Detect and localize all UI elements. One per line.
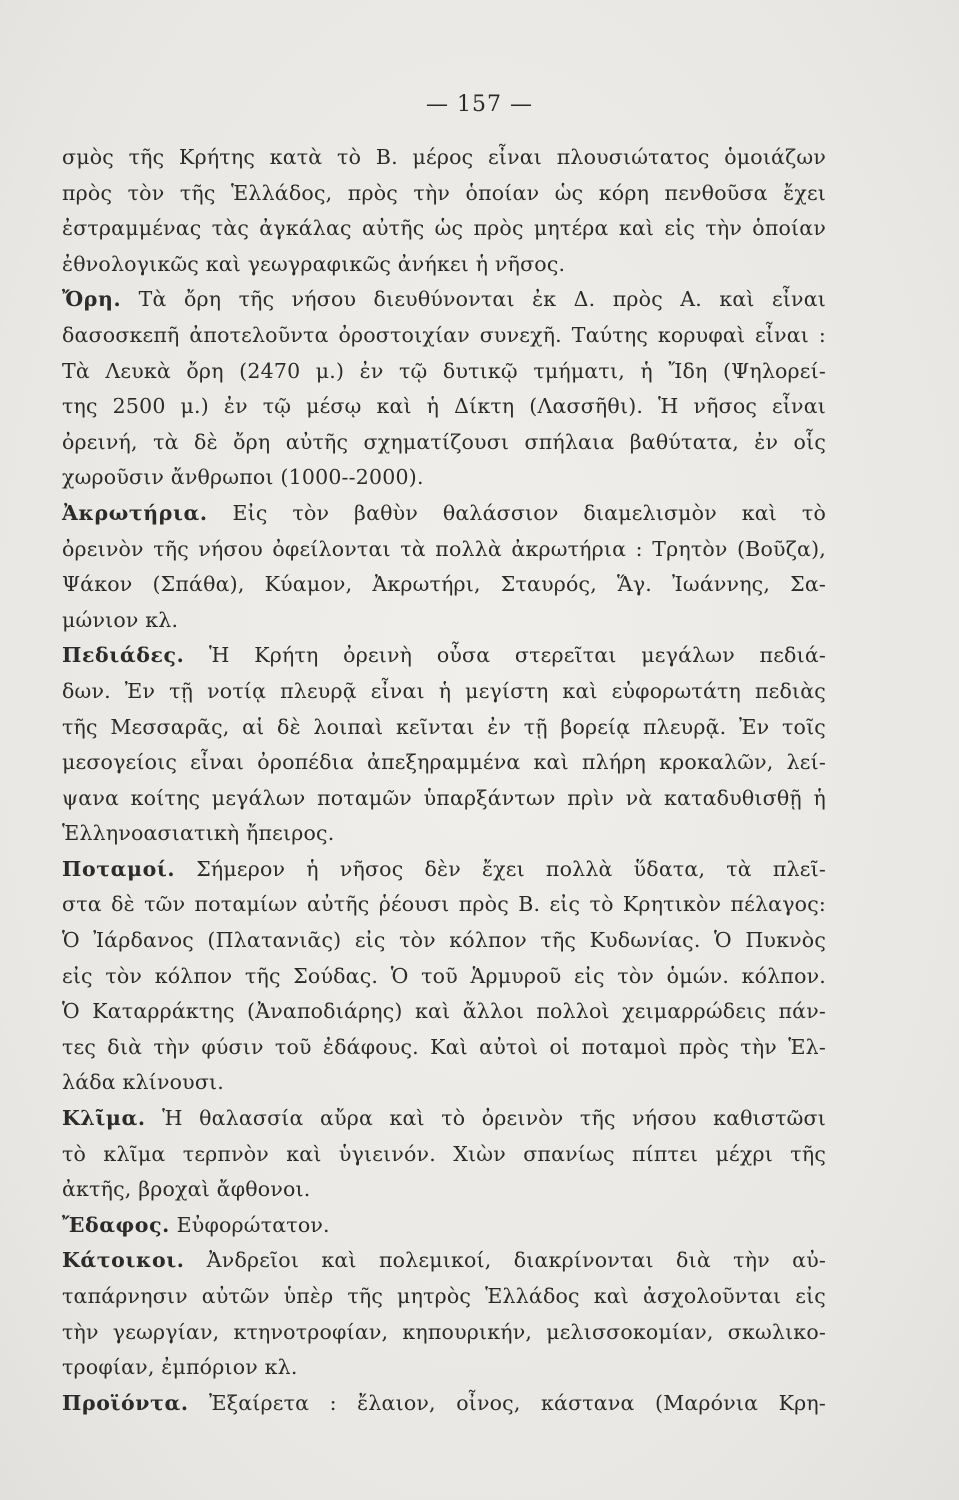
text-line (62, 745, 826, 781)
section-heading: Ἔδαφος. (62, 1212, 170, 1237)
line-text: ἐθνολογικῶς καὶ γεωγραφικῶς ἀνήκει ἡ νῆσος. (62, 251, 566, 276)
text-line (62, 318, 826, 354)
text-line (62, 1065, 826, 1101)
line-text: Ὁ Καταρράκτης (Ἀναποδιάρης) καὶ ἄλλοι πολλοὶ χειμαρρώδεις πάν- (62, 999, 826, 1024)
line-text: εἰς τὸν κόλπον τῆς Σούδας. Ὁ τοῦ Ἁρμυροῦ εἰς τὸν ὁμών. κόλπον. (62, 963, 826, 988)
line-text: Ψάκον (Σπάθα), Κύαμον, Ἀκρωτήρι, Σταυρός, Ἅγ. Ἰωάννης, Σα- (62, 572, 826, 597)
text-line (62, 852, 826, 888)
text-line (62, 140, 826, 176)
text-line (62, 1172, 826, 1208)
text-line (62, 567, 826, 603)
line-text: ἐστραμμένας τὰς ἀγκάλας αὐτῆς ὡς πρὸς μητέρα καὶ εἰς τὴν ὁποίαν (62, 216, 826, 241)
page-number: — 157 — (426, 92, 533, 117)
line-text: τὸ κλῖμα τερπνὸν καὶ ὑγιεινόν. Χιὼν σπανίως πίπτει μέχρι τῆς (62, 1141, 826, 1166)
text-line (62, 354, 826, 390)
text-line (62, 1137, 826, 1173)
line-text: Ἑλληνοασιατικὴ ἤπειρος. (62, 821, 335, 846)
text-line (62, 425, 826, 461)
section-heading: Ποταμοί. (62, 856, 176, 881)
line-text: χωροῦσιν ἄνθρωποι (1000--2000). (62, 465, 424, 490)
text-line (62, 603, 826, 639)
section-heading: Κλῖμα. (62, 1106, 146, 1131)
line-text: ψανα κοίτης μεγάλων ποταμῶν ὑπαρξάντων πρὶν νὰ καταδυθισθῇ ἡ (62, 785, 826, 810)
line-text: πρὸς τὸν τῆς Ἑλλάδος, πρὸς τὴν ὁποίαν ὡς κόρη πενθοῦσα ἔχει (62, 180, 826, 205)
text-line (62, 887, 826, 923)
line-text: Ἡ θαλασσία αὔρα καὶ τὸ ὀρεινὸν τῆς νήσου καθιστῶσι (145, 1106, 826, 1131)
line-text: δων. Ἐν τῇ νοτίᾳ πλευρᾷ εἶναι ἡ μεγίστη καὶ εὐφορωτάτη πεδιὰς (62, 678, 826, 703)
text-line (62, 1208, 826, 1244)
line-text: Ἀνδρεῖοι καὶ πολεμικοί, διακρίνονται διὰ τὴν αὐ- (184, 1248, 826, 1273)
line-text: της 2500 μ.) ἐν τῷ μέσῳ καὶ ἡ Δίκτη (Λασσῆθι). Ἡ νῆσος εἶναι (62, 394, 826, 419)
section-heading: Κάτοικοι. (62, 1248, 185, 1273)
text-line (62, 1315, 826, 1351)
text-line (62, 282, 826, 318)
text-line (62, 816, 826, 852)
text-line (62, 1386, 826, 1422)
text-line (62, 923, 826, 959)
text-line (62, 1243, 826, 1279)
text-line (62, 710, 826, 746)
line-text: σμὸς τῆς Κρήτης κατὰ τὸ Β. μέρος εἶναι πλουσιώτατος ὁμοιάζων (62, 145, 826, 169)
text-line (62, 1030, 826, 1066)
line-text: Τὰ ὄρη τῆς νήσου διευθύνονται ἐκ Δ. πρὸς Α. καὶ εἶναι (121, 287, 826, 312)
text-line (62, 638, 826, 674)
text-line (62, 176, 826, 212)
text-line (62, 211, 826, 247)
section-heading: Ἀκρωτήρια. (62, 500, 208, 525)
line-text: Σήμερον ἡ νῆσος δὲν ἔχει πολλὰ ὕδατα, τὰ πλεῖ- (175, 856, 826, 881)
section-heading: Προϊόντα. (62, 1390, 189, 1415)
line-text: ταπάρνησιν αὐτῶν ὑπὲρ τῆς μητρὸς Ἑλλάδος καὶ ἀσχολοῦνται εἰς (62, 1284, 826, 1308)
line-text: τὴν γεωργίαν, κτηνοτροφίαν, κηπουρικήν, μελισσοκομίαν, σκωλικο- (62, 1319, 826, 1344)
line-text: ὀρεινὸν τῆς νήσου ὀφείλονται τὰ πολλὰ ἀκρωτήρια : Τρητὸν (Βοῦζα), (62, 536, 826, 561)
line-text: τῆς Μεσσαρᾶς, αἱ δὲ λοιπαὶ κεῖνται ἐν τῇ βορείᾳ πλευρᾷ. Ἐν τοῖς (62, 714, 826, 739)
line-text: ὀρεινή, τὰ δὲ ὄρη αὐτῆς σχηματίζουσι σπήλαια βαθύτατα, ἐν οἷς (62, 429, 826, 454)
text-line (62, 496, 826, 532)
text-line (62, 781, 826, 817)
line-text: λάδα κλίνουσι. (62, 1070, 224, 1095)
line-text: τροφίαν, ἐμπόριον κλ. (62, 1355, 298, 1380)
text-line (62, 460, 826, 496)
text-line (62, 1101, 826, 1137)
line-text: δασοσκεπῆ ἀποτελοῦντα ὀροστοιχίαν συνεχῆ. Ταύτης κορυφαὶ εἶναι : (62, 322, 826, 347)
text-line (62, 532, 826, 568)
text-line (62, 247, 826, 283)
line-text: τες διὰ τὴν φύσιν τοῦ ἐδάφους. Καὶ αὐτοὶ οἱ ποταμοὶ πρὸς τὴν Ἑλ- (62, 1034, 826, 1059)
line-text: ἀκτῆς, βροχαὶ ἄφθονοι. (62, 1177, 311, 1202)
text-line (62, 389, 826, 425)
line-text: Ἡ Κρήτη ὀρεινὴ οὖσα στερεῖται μεγάλων πεδιά- (184, 643, 826, 668)
text-line (62, 674, 826, 710)
text-line (62, 959, 826, 995)
line-text: μώνιον κλ. (62, 607, 179, 632)
text-line (62, 994, 826, 1030)
section-heading: Ὄρη. (62, 287, 122, 312)
text-line (62, 1350, 826, 1386)
line-text: Ὁ Ἰάρδανος (Πλατανιᾶς) εἰς τὸν κόλπον τῆς Κυδωνίας. Ὁ Πυκνὸς (62, 928, 826, 953)
body-text (62, 140, 826, 1421)
line-text: μεσογείοις εἶναι ὀροπέδια ἀπεξηραμμένα καὶ πλήρη κροκαλῶν, λεί- (62, 750, 826, 775)
line-text: στα δὲ τῶν ποταμίων αὐτῆς ῥέουσι πρὸς Β. εἰς τὸ Κρητικὸν πέλαγος: (62, 892, 826, 917)
text-line (62, 1279, 826, 1315)
line-text: Εἰς τὸν βαθὺν θαλάσσιον διαμελισμὸν καὶ τὸ (207, 500, 826, 525)
line-text: Εὐφορώτατον. (169, 1212, 330, 1237)
line-text: Τὰ Λευκὰ ὄρη (2470 μ.) ἐν τῷ δυτικῷ τμήματι, ἡ Ἴδη (Ψηλορεί- (62, 358, 826, 383)
section-heading: Πεδιάδες. (62, 643, 185, 668)
line-text: Ἐξαίρετα : ἔλαιον, οἶνος, κάστανα (Μαρόνια Κρη- (188, 1390, 826, 1415)
